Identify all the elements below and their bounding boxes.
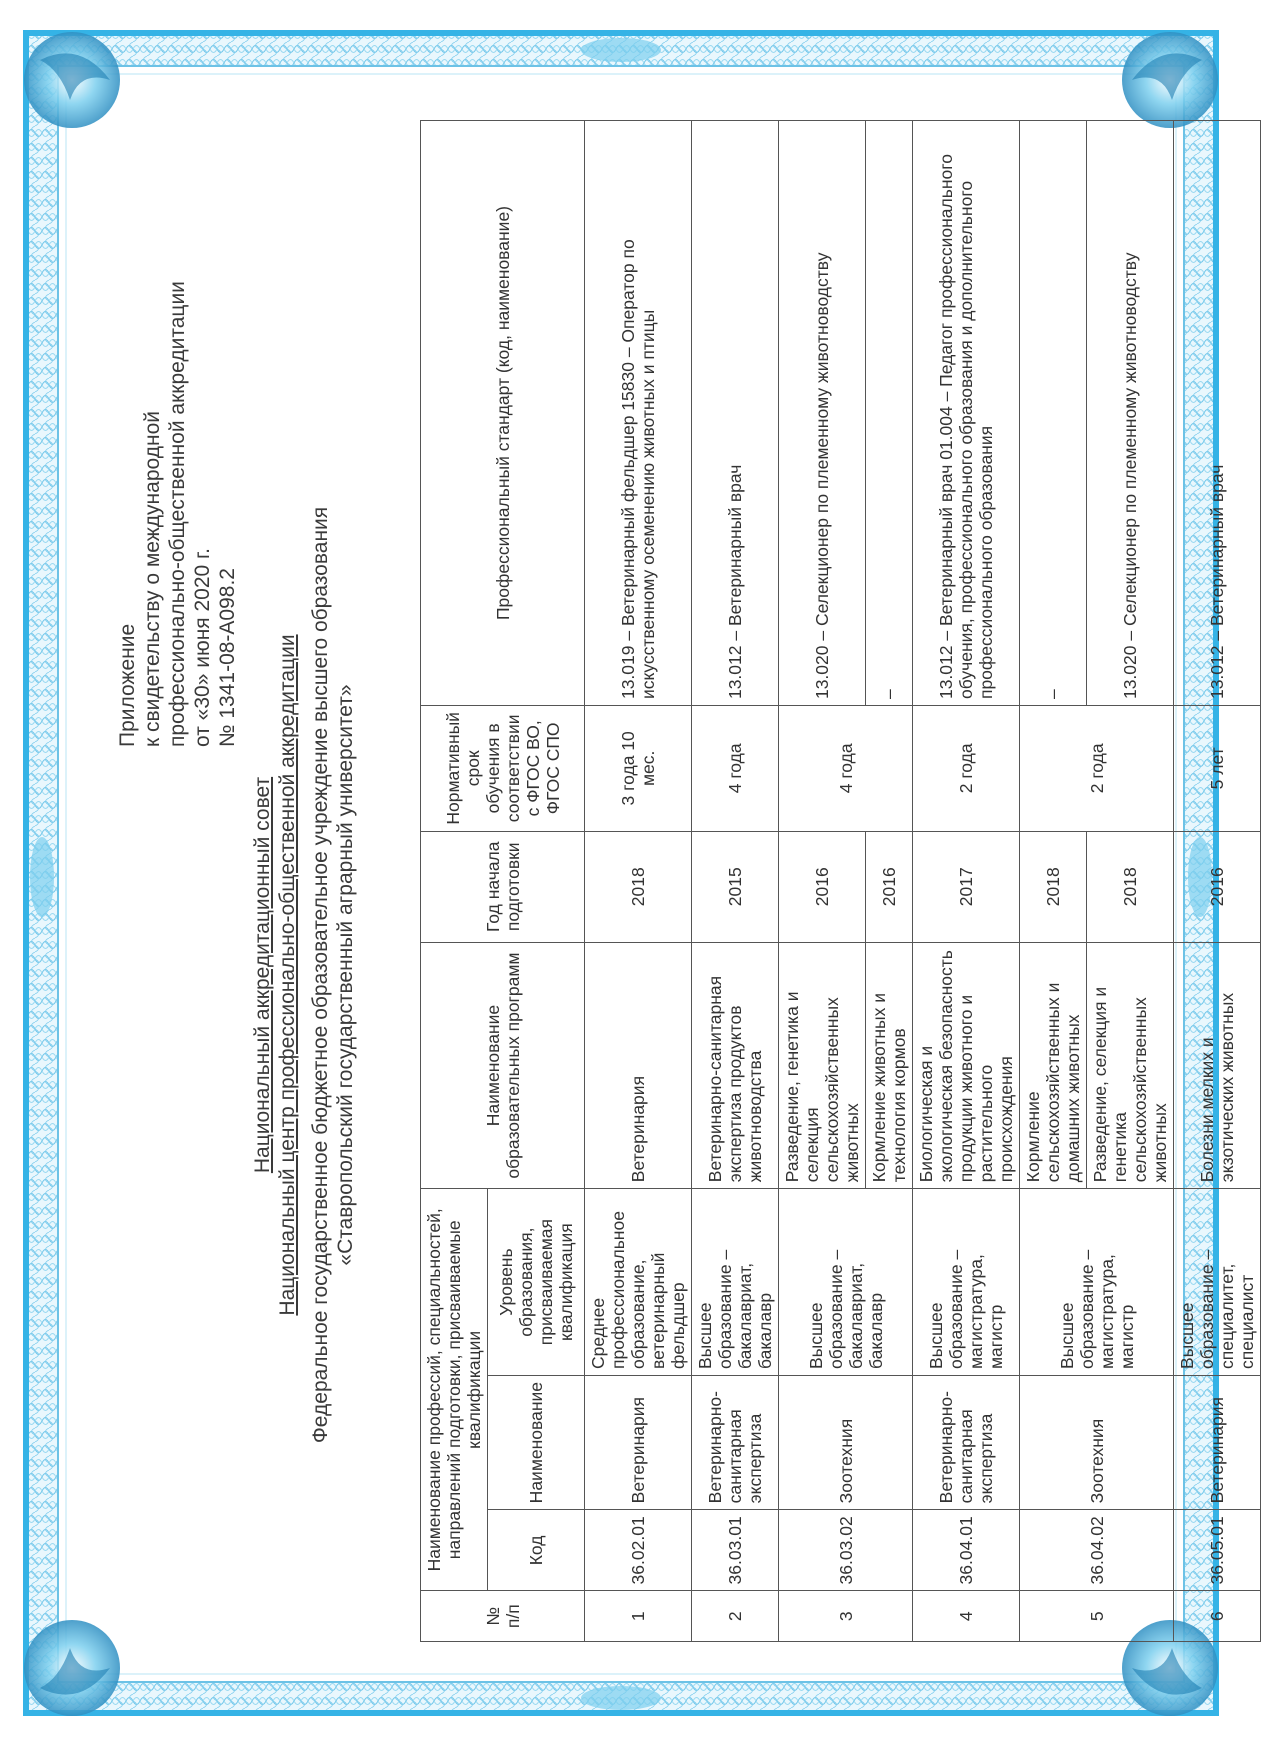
- cell-standard: 13.020 – Селекционер по племенному животноводству: [779, 121, 866, 706]
- cell-level: Высшее образование – магистратура, магистр: [913, 1189, 1020, 1376]
- cell-num: 2: [692, 1591, 779, 1642]
- cell-program: Биологическая и экологическая безопасность продукции животного и растительного происхождения: [913, 942, 1020, 1188]
- cell-standard: –: [866, 121, 913, 706]
- table-row: [1020, 121, 1087, 1642]
- university-name: «Ставропольский государственный аграрный университет»: [334, 684, 357, 1266]
- center-title: Национальный центр профессионально-общественной аккредитации: [276, 634, 299, 1316]
- cell-program: Разведение, селекция и генетика сельскохозяйственных животных: [1087, 942, 1174, 1188]
- cell-year: 2018: [1020, 831, 1087, 942]
- cell-level: Высшее образование – магистратура, магистр: [1020, 1189, 1174, 1376]
- cell-name: Ветеринария: [585, 1376, 692, 1510]
- col-num-header: № п/п: [421, 1591, 585, 1642]
- cell-year: 2017: [913, 831, 1020, 942]
- cell-standard: 13.019 – Ветеринарный фельдшер 15830 – Оператор по искусственному осеменению животных и птицы: [585, 121, 692, 706]
- cell-code: 36.03.02: [779, 1510, 913, 1591]
- cell-code: 36.04.01: [913, 1510, 1020, 1591]
- cell-name: Ветеринарно-санитарная экспертиза: [913, 1376, 1020, 1510]
- cell-level: Высшее образование – бакалавриат, бакалавр: [692, 1189, 779, 1376]
- cell-level: Высшее образование – бакалавриат, бакалавр: [779, 1189, 913, 1376]
- cell-standard: 13.012 – Ветеринарный врач 01.004 – Педагог профессионального обучения, профессионального образования и дополнительного профессионального образования: [913, 121, 1020, 706]
- cell-num: 3: [779, 1591, 913, 1642]
- cell-year: 2016: [1174, 831, 1261, 942]
- table-row: [913, 121, 1020, 1642]
- organization-block: [250, 355, 358, 1595]
- col-program-header: Наименование образовательных программ: [421, 942, 585, 1188]
- cell-term: 4 года: [692, 706, 779, 832]
- col-code-header: Код: [488, 1510, 585, 1591]
- col-name-header: Наименование: [488, 1376, 585, 1510]
- cell-standard: –: [1020, 121, 1087, 706]
- cell-program: Разведение, генетика и селекция сельскохозяйственных животных: [779, 942, 866, 1188]
- col-term-header: Нормативный срок обучения в соответствии с ФГОС ВО, ФГОС СПО: [421, 706, 585, 832]
- appendix-line: профессионально-общественной аккредитации: [166, 281, 189, 747]
- cell-name: Зоотехния: [1020, 1376, 1174, 1510]
- cell-year: 2016: [866, 831, 913, 942]
- council-title: Национальный аккредитационный совет: [251, 776, 274, 1174]
- cell-year: 2018: [1087, 831, 1174, 942]
- cell-term: 2 года: [913, 706, 1020, 832]
- cell-level: Высшее образование – специалитет, специалист: [1174, 1189, 1261, 1376]
- col-year-header: Год начала подготовки: [421, 831, 585, 942]
- appendix-line: № 1341-08-А098.2: [216, 568, 239, 747]
- table-row: [692, 121, 779, 1642]
- col-level-header: Уровень образования, присваиваемая квалификация: [488, 1189, 585, 1376]
- cell-standard: 13.012 – Ветеринарный врач: [692, 121, 779, 706]
- cell-program: Болезни мелких и экзотических животных: [1174, 942, 1261, 1188]
- appendix-line: Приложение: [116, 623, 139, 747]
- cell-term: 2 года: [1020, 706, 1174, 832]
- cell-standard: 13.012 – Ветеринарный врач: [1174, 121, 1261, 706]
- col-group-header: Наименование профессий, специальностей, направлений подготовки, присваиваемые квалификации: [421, 1189, 488, 1591]
- table-header-row: [421, 121, 488, 1642]
- university-title: Федеральное государственное бюджетное образовательное учреждение высшего образования: [309, 506, 332, 1444]
- cell-program: Кормление сельскохозяйственных и домашних животных: [1020, 942, 1087, 1188]
- col-standard-header: Профессиональный стандарт (код, наименование): [421, 121, 585, 706]
- cell-num: 1: [585, 1591, 692, 1642]
- cell-year: 2016: [779, 831, 866, 942]
- cell-standard: 13.020 – Селекционер по племенному животноводству: [1087, 121, 1174, 706]
- appendix-block: [115, 187, 240, 747]
- table-row: [1174, 121, 1261, 1642]
- cell-year: 2015: [692, 831, 779, 942]
- cell-code: 36.04.02: [1020, 1510, 1174, 1591]
- cell-num: 5: [1020, 1591, 1174, 1642]
- cell-name: Ветеринарно-санитарная экспертиза: [692, 1376, 779, 1510]
- appendix-line: от «30» июня 2020 г.: [191, 548, 214, 747]
- cell-code: 36.03.01: [692, 1510, 779, 1591]
- table-row: [585, 121, 692, 1642]
- cell-code: 36.02.01: [585, 1510, 692, 1591]
- programs-table: [420, 120, 1261, 1642]
- table-row: [779, 121, 866, 1642]
- cell-code: 36.05.01: [1174, 1510, 1261, 1591]
- cell-program: Ветеринарно-санитарная экспертиза продуктов животноводства: [692, 942, 779, 1188]
- cell-term: 5 лет: [1174, 706, 1261, 832]
- appendix-line: к свидетельству о международной: [141, 411, 164, 747]
- cell-program: Кормление животных и технология кормов: [866, 942, 913, 1188]
- cell-program: Ветеринария: [585, 942, 692, 1188]
- cell-name: Зоотехния: [779, 1376, 913, 1510]
- cell-num: 4: [913, 1591, 1020, 1642]
- cell-name: Ветеринария: [1174, 1376, 1261, 1510]
- cell-num: 6: [1174, 1591, 1261, 1642]
- cell-year: 2018: [585, 831, 692, 942]
- cell-term: 4 года: [779, 706, 913, 832]
- cell-level: Среднее профессиональное образование, ветеринарный фельдшер: [585, 1189, 692, 1376]
- cell-term: 3 года 10 мес.: [585, 706, 692, 832]
